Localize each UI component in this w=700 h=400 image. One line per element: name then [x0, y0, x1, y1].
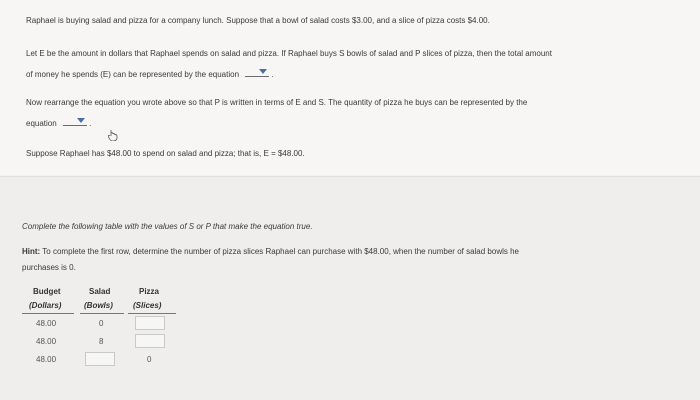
- header-pizza-top: Pizza: [139, 287, 160, 296]
- row1-budget: 48.00: [36, 319, 57, 328]
- chevron-down-icon: [77, 118, 85, 123]
- row2-pizza-input[interactable]: [135, 334, 165, 348]
- paragraph-3-line-2-text: equation: [26, 119, 57, 128]
- row3-budget: 48.00: [36, 355, 57, 364]
- intro-text: Raphael is buying salad and pizza for a company lunch. Suppose that a bowl of salad costs $3.00, and a slice of pizza costs $4.00.: [26, 16, 490, 25]
- hint-text: To complete the first row, determine the number of pizza slices Raphael can purchase with $48.00, when the number of salad bowls he: [40, 247, 520, 256]
- row2-budget: 48.00: [36, 337, 57, 346]
- paragraph-3-line-1: Now rearrange the equation you wrote above so that P is written in terms of E and S. The quantity of pizza he buys can be represented by the: [26, 98, 528, 107]
- header-salad-top: Salad: [89, 287, 111, 296]
- budget-statement: Suppose Raphael has $48.00 to spend on salad and pizza; that is, E = $48.00.: [26, 149, 305, 158]
- paragraph-3-line-2: [26, 117, 91, 128]
- row1-salad: 0: [99, 319, 104, 328]
- paragraph-2-line-2: [26, 68, 274, 79]
- header-underline-salad: [80, 313, 124, 314]
- header-underline-pizza: [128, 313, 176, 314]
- table-instruction: Complete the following table with the values of S or P that make the equation true.: [22, 222, 313, 231]
- header-budget-bottom: (Dollars): [29, 301, 62, 310]
- paragraph-2-line-2-text: of money he spends (E) can be represented by the equation: [26, 70, 240, 79]
- row3-pizza: 0: [147, 355, 152, 364]
- header-salad-bottom: (Bowls): [84, 301, 113, 310]
- header-underline-budget: [22, 313, 74, 314]
- header-budget-top: Budget: [33, 287, 61, 296]
- hand-pointer-icon: [108, 129, 118, 141]
- equation-dropdown-2[interactable]: [63, 117, 87, 126]
- row3-salad-input[interactable]: [85, 352, 115, 366]
- hint-label: Hint:: [22, 247, 41, 256]
- equation-dropdown-1[interactable]: [245, 68, 269, 77]
- hint-line-2: purchases is 0.: [22, 263, 76, 272]
- period: .: [269, 70, 274, 79]
- row1-pizza-input[interactable]: [135, 316, 165, 330]
- hint-line-1: [22, 247, 519, 256]
- chevron-down-icon: [259, 69, 267, 74]
- paragraph-2-line-1: Let E be the amount in dollars that Raphael spends on salad and pizza. If Raphael buys S bowls of salad and P slices of pizza, then the total amount: [26, 49, 552, 58]
- header-pizza-bottom: (Slices): [133, 301, 162, 310]
- period: .: [86, 119, 92, 128]
- row2-salad: 8: [99, 337, 104, 346]
